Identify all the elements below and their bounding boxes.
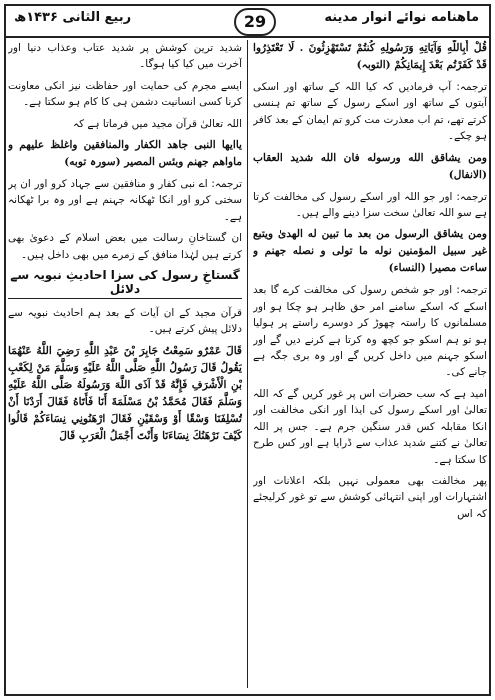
arabic-quote: یاایها النبی جاهد الکفار والمنافقین واغلظ علیهم و ماواهم جهنم وبئس المصیر (سورہ توبه) <box>8 139 242 169</box>
urdu-paragraph: ایسے مجرم کی حمایت اور حفاظت نیز انکی معاونت کرنا کسی انسانیت دشمن ہی کا کام ہو سکتا ہے۔ <box>8 79 242 109</box>
urdu-paragraph: ان گستاخانِ رسالت میں بعض اسلام کے دعویٰ بھی کرتے ہیں لہٰذا منافق کے زمرے میں بھی داخل ہیں۔ <box>8 232 242 261</box>
page-number: 29 <box>234 8 276 36</box>
urdu-paragraph: ترجمہ: اے نبی کفار و منافقین سے جہاد کرو اور ان پر سختی کرو اور انکا ٹھکانہ جہنم ہے اور وہ برا ٹھکانہ ہے۔ <box>8 178 242 223</box>
arabic-quote: ومن يشاقق الرسول من بعد ما تبين له الهدىٰ ويتبع غير سبيل المؤمنين نوله ما تولى و نصله جهنم و ساءت مصيرا (النساء) <box>253 228 487 275</box>
section-heading: گستاخِ رسول کی سزا احادیثِ نبویہ سے دلائل <box>8 268 242 299</box>
arabic-quote: ومن يشاقق الله ورسوله فان الله شديد العقاب (الانفال) <box>253 151 487 181</box>
arabic-quote: قَالَ عَمْرٌو سَمِعْتُ جَابِرَ بْنَ عَبْدِ اللَّهِ رَضِيَ اللَّهُ عَنْهُمَا يَقُولُ قَالَ رَسُولُ اللَّهِ صَلَّى اللَّهُ عَلَيْهِ وَسَلَّمَ مَنْ لِكَعْبِ بْنِ الْأَشْرَفِ فَإِنَّهُ قَدْ آذَى اللَّهَ وَرَسُولَهُ صَلَّى اللَّهُ عَلَيْهِ وَسَلَّمَ فَقَالَ مُحَمَّدُ بْنُ مَسْلَمَةَ أَنَا فَأَتَاهُ فَقَالَ أَرَدْنَا أَنْ تُسْلِفَنَا وَسْقًا أَوْ وَسْقَيْنِ فَقَالَ ارْهَنُونِي نِسَاءَكُمْ قَالُوا كَيْفَ نَرْهَنُكَ نِسَاءَنَا وَأَنْتَ أَجْمَلُ الْعَرَبِ قَالَ <box>8 344 242 442</box>
urdu-paragraph: قرآن مجید کے ان آیات کے بعد ہم احادیث نبویہ سے دلائل پیش کرتے ہیں۔ <box>8 307 242 336</box>
urdu-paragraph: شدید ترین کوشش پر شدید عتاب وعذاب دنیا اور آخرت میں کیا کیا ہوگا۔ <box>8 42 242 71</box>
left-column <box>8 40 242 690</box>
urdu-paragraph: اللہ تعالیٰ قرآن مجید میں فرماتا ہے کہ <box>73 117 242 130</box>
urdu-paragraph: ترجمہ: اور جو شخص رسول کی مخالفت کرے گا بعد اسکے کہ اسکے سامنے امر حق ظاہر ہو چکا ہو اور مسلمانوں کا راستہ چھوڑ کر دوسرے راستے پر ہولیا ہو تو ہم اسکو جو کچھ وہ کرتا ہے کرنے دیں گے اور اسکو جہنم میں داخل کریں گے اور وہ بری جگہ ہے جانے کی۔ <box>253 284 487 379</box>
column-divider <box>247 40 248 688</box>
urdu-paragraph: ترجمہ: اور جو اللہ اور اسکے رسول کی مخالفت کرتا ہے سو اللہ تعالیٰ سخت سزا دینے والے ہیں۔ <box>253 190 487 220</box>
arabic-quote: قُلْ أَبِاللَّهِ وَآيَاتِهِ وَرَسُولِهِ كُنتُمْ تَسْتَهْزِئُونَ . لَا تَعْتَذِرُوا قَدْ كَفَرْتُم بَعْدَ إِيمَانِكُمْ (التوبہ) <box>253 42 487 71</box>
issue-date: ربیع الثانی ۱۴۳۶ھ <box>14 10 132 25</box>
urdu-paragraph: پھر مخالفت بھی معمولی نہیں بلکہ اعلانات اور اشتہارات اور اپنی انتہائی کوشش سے تو غور کرلیجئے کہ اس <box>253 474 487 520</box>
urdu-paragraph: ترجمہ: آپ فرمادیں کہ کیا اللہ کے ساتھ اور اسکی آیتوں کے ساتھ اور اسکے رسول کے ساتھ تم ہنسی کرتے تھے، تم اب معذرت مت کرو تم ایمان کے بعد کافر ہو چکے۔ <box>253 81 487 143</box>
page-header <box>6 6 489 38</box>
right-column <box>253 40 487 690</box>
urdu-paragraph: امید ہے کہ سب حضرات اس پر غور کریں گے کہ اللہ تعالیٰ اور اسکے رسول کی ایذا اور انکی مخالفت اور انکا مقابلہ کس قدر سنگین جرم ہے۔ جس پر اللہ تعالیٰ نے کتنے شدید عذاب سے ڈرایا ہے اور کس طرح کا سکتا ہے۔ <box>253 387 487 466</box>
magazine-title: ماهنامه نوائے انوار مدینه <box>324 10 479 25</box>
